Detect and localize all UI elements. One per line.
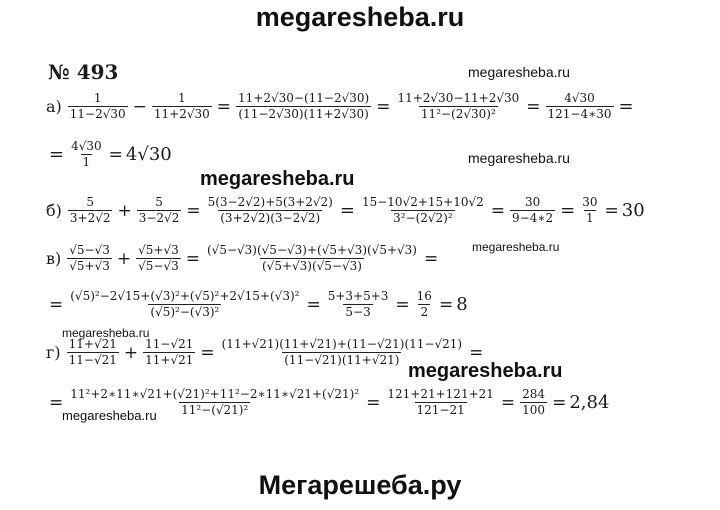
equals: =: [185, 248, 200, 269]
fraction: $\frac{284}{100}$: [522, 387, 546, 417]
equals: =: [526, 96, 541, 117]
equals: =: [49, 144, 65, 165]
equals: =: [366, 392, 381, 413]
fraction: $\frac{(11+√21)(11+√21)+(11-√21)(11-√21)}{(11-√21)(11+√21)}$: [221, 337, 463, 367]
watermark-mid-1: megaresheba.ru: [200, 168, 355, 190]
fraction: $\frac{√5+√3}{√5-√3}$: [138, 243, 179, 273]
part-g-label: г): [46, 343, 61, 362]
result: 30: [621, 200, 645, 221]
watermark-bottom: Мегарешеба.ру: [258, 470, 462, 500]
watermark-top: megaresheba.ru: [255, 2, 465, 32]
equals: =: [500, 392, 516, 413]
fraction: $\frac{4√30}{121-4∗30}$: [547, 91, 612, 121]
equals: =: [490, 200, 506, 221]
fraction: $\frac{30}{1}$: [582, 195, 598, 225]
fraction: $\frac{5}{3+2√2}$: [69, 195, 111, 225]
fraction: $\frac{16}{2}$: [416, 289, 432, 319]
watermark-small-3: megaresheba.ru: [472, 240, 560, 254]
equals: =: [376, 96, 391, 117]
equals: =: [618, 96, 634, 117]
fraction: $\frac{5}{3-2√2}$: [138, 195, 180, 225]
part-a-label: а): [46, 97, 62, 116]
operator: +: [117, 200, 132, 221]
watermark-small-5: megaresheba.ru: [62, 408, 157, 423]
equals: =: [186, 200, 201, 221]
equals: =: [604, 200, 619, 221]
fraction: $\frac{\text{11²+2∗11∗√21+(√21)²+11²−2∗11∗√21+(√21)²}}{\text{11²−(√21)²}}$: [70, 387, 360, 417]
part-b-label: б): [46, 201, 62, 220]
fraction: $\frac{121+21+121+21}{121-21}$: [387, 387, 494, 417]
equals: =: [108, 144, 123, 165]
fraction: $\frac{5(3-2√2)+5(3+2√2)}{(3+2√2)(3-2√2)}$: [207, 195, 333, 225]
problem-number: № 493: [48, 60, 119, 84]
watermark-small-2: megaresheba.ru: [468, 150, 570, 166]
fraction: $\frac{4√30}{1}$: [71, 139, 102, 169]
result: 2,84: [569, 392, 610, 413]
result: 4√30: [125, 144, 172, 165]
operator: +: [116, 248, 132, 269]
fraction: $\frac{(√5-√3)(√5-√3)+(√5+√3)(√5+√3)}{(√5+√3)(√5-√3)}$: [207, 243, 417, 273]
operator: +: [123, 342, 139, 363]
equals: =: [49, 294, 64, 315]
part-a-line-1: [46, 92, 637, 121]
part-v-line-2: [46, 290, 468, 319]
part-b-line: [46, 196, 645, 225]
part-g-line-2: [46, 388, 609, 417]
fraction: $\frac{11+√21}{11-√21}$: [68, 337, 117, 367]
equals: =: [560, 200, 576, 221]
operator: −: [132, 96, 147, 117]
watermark-small-1: megaresheba.ru: [468, 64, 570, 80]
equals: =: [200, 342, 215, 363]
result: 8: [456, 294, 468, 315]
part-g-line-1: [46, 338, 486, 367]
equals: =: [395, 294, 410, 315]
part-v-label: в): [46, 249, 62, 268]
fraction: $\frac{\text{(√5)²−2√15+(√3)²+(√5)²+2√15+(√3)²}}{\text{(√5)²−(√3)²}}$: [70, 289, 300, 319]
fraction: $\frac{√5-√3}{√5+√3}$: [69, 243, 110, 273]
equals: =: [438, 294, 454, 315]
fraction: $\frac{5+3+5+3}{5-3}$: [327, 289, 389, 319]
fraction: $\frac{11+2√30-(11-2√30)}{(11-2√30)(11+2√30)}$: [238, 91, 370, 121]
equals: =: [552, 392, 567, 413]
fraction: $\frac{1}{11-2√30}$: [69, 91, 126, 121]
part-v-line-1: [46, 244, 441, 273]
fraction: $\frac{11+2√30-11+2√30}{\text{11²−(2√30)²}}$: [397, 91, 520, 121]
equals: =: [469, 342, 484, 363]
equals: =: [216, 96, 232, 117]
watermark-small-4: megaresheba.ru: [62, 326, 150, 340]
watermark-mid-2: megaresheba.ru: [408, 360, 563, 382]
part-a-line-2: [46, 140, 172, 169]
equals: =: [423, 248, 439, 269]
fraction: $\frac{1}{11+2√30}$: [153, 91, 210, 121]
fraction: $\frac{15-10√2+15+10√2}{\text{3²−(2√2)²}}$: [361, 195, 484, 225]
equals: =: [339, 200, 355, 221]
fraction: $\frac{11-√21}{11+√21}$: [145, 337, 194, 367]
fraction: $\frac{30}{9-4∗2}$: [512, 195, 554, 225]
equals: =: [306, 294, 321, 315]
equals: =: [49, 392, 64, 413]
